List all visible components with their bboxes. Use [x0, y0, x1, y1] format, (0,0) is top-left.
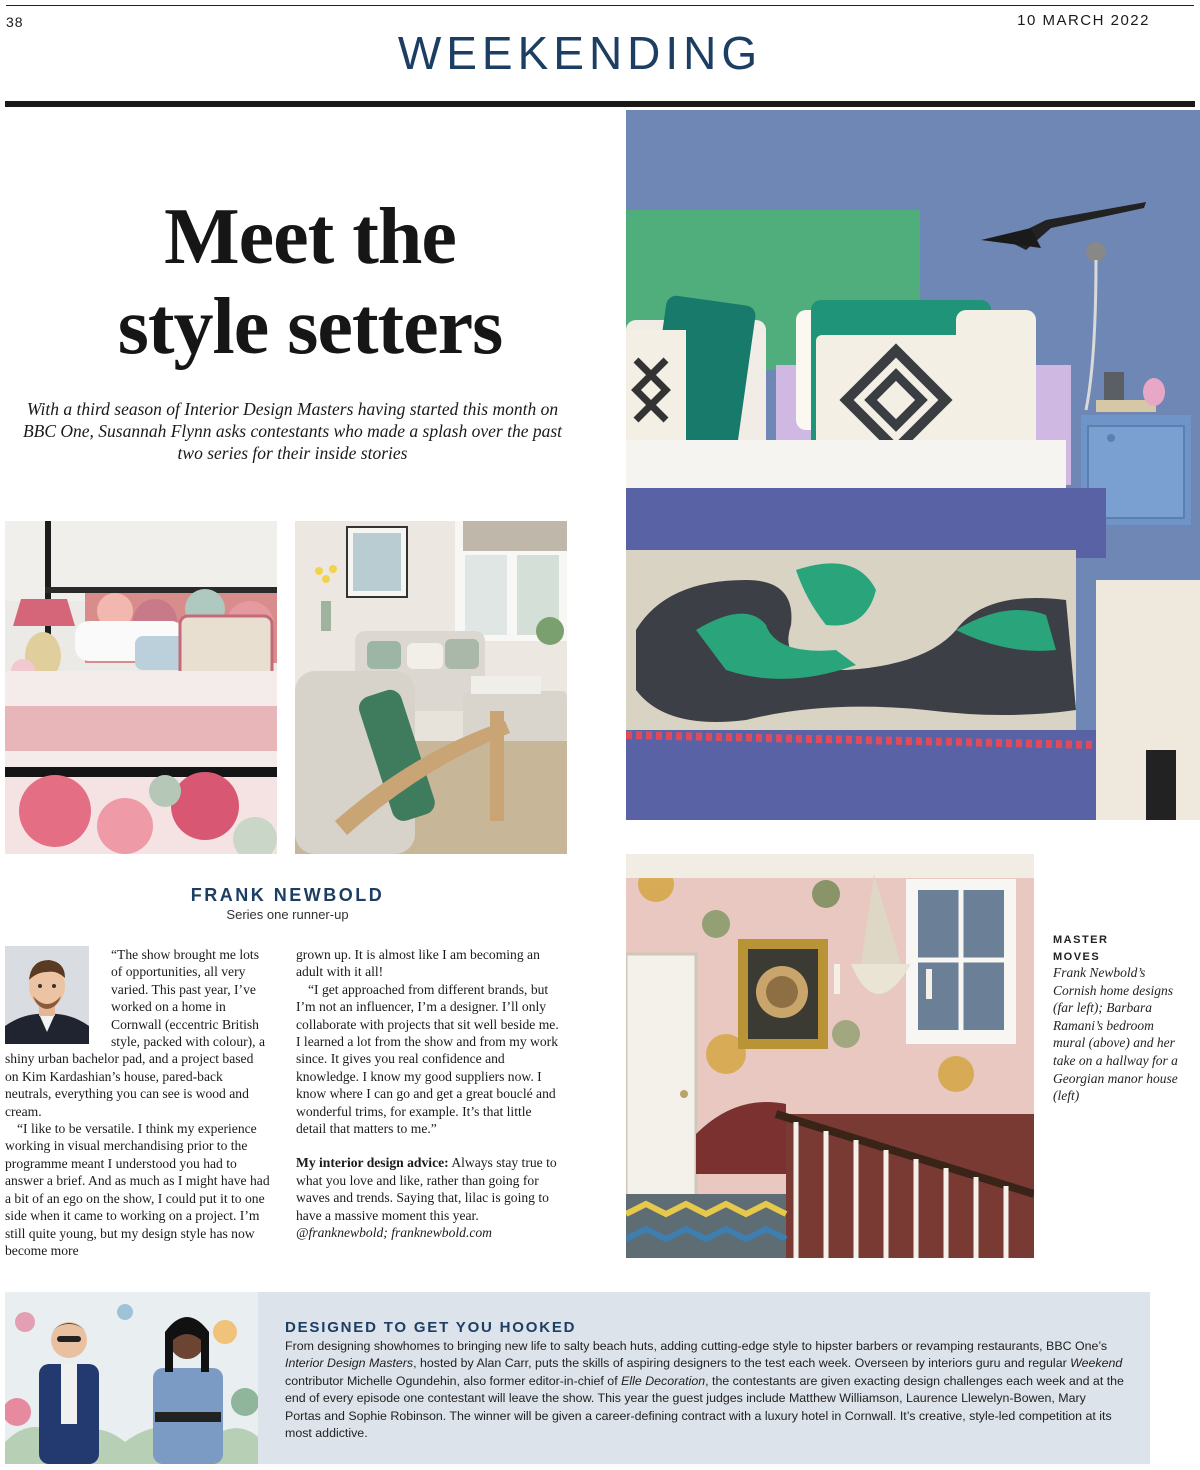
- sidebar-weekend: Weekend: [1070, 1356, 1123, 1371]
- col2-paragraph-2: “I get approached from different brands, but I’m not an influencer, I’m a designer. I’ll only collaborate with projects that sit well beside me. I learned a lot from the show and from my work since. It gives you real confidence and knowledge. I know my good suppliers now. I know where I can go and get a great bouclé and wonderful trims, for example. It’s that little detail that matters to me.”: [296, 981, 559, 1137]
- caption-text: Frank Newbold’s Cornish home designs (far left); Barbara Ramani’s bedroom mural (above) and her take on a hallway for a Georgian manor house (left): [1053, 965, 1178, 1104]
- col2-paragraph-1: grown up. It is almost like I am becoming an adult with it all!: [296, 947, 540, 980]
- hosts-photo: [5, 1292, 258, 1464]
- sidebar-text-3: contributor Michelle Ogundehin, also former editor-in-chief of: [285, 1373, 622, 1388]
- sidebar-text-4: , the contestants are given exacting design challenges each week and at the end of every episode one contestant will leave the show. This year the guest judges include Matthew Williamson, Laurence Llewelyn-Bowen, Mary Portas and Sophie Robinson. The winner will be given a career-defining contract with a luxury hotel in Cornwall. It’s creative, style-led competition at its most addictive.: [285, 1373, 1124, 1441]
- sidebar-elle: Elle Decoration: [621, 1373, 706, 1388]
- sidebar-show-name: Interior Design Masters: [285, 1356, 414, 1371]
- headline-line-1: Meet the: [164, 193, 456, 281]
- bedroom-photo: [5, 521, 277, 854]
- advice-text: Always stay true to what you love and like, rather than going for waves and trends. Saying that, lilac is going to have a massive moment this year.: [296, 1155, 557, 1223]
- hallway-photo: [626, 854, 1034, 1258]
- col1-paragraph-2: “I like to be versatile. I think my experience working in visual merchandising prior to the programme meant I understood you had to answer a brief. And as much as I might have had a bit of an ego on the show, I could put it to one side when it came to working on a project. I’m still quite young, but my design style has now become more: [5, 1121, 270, 1258]
- top-rule: [6, 5, 1194, 6]
- standfirst: With a third season of Interior Design Masters having started this month on BBC One, Susannah Flynn asks contestants who made a splash over the past two series for their inside stories: [22, 399, 563, 463]
- sidebar-body: [285, 1338, 1125, 1442]
- frank-newbold-headshot: [5, 946, 89, 1044]
- section-title: WEEKENDING: [397, 27, 763, 79]
- page-number: 38: [6, 14, 24, 30]
- headline-line-2: style setters: [117, 283, 503, 371]
- sidebar-title: DESIGNED TO GET YOU HOOKED: [285, 1319, 577, 1336]
- advice-label: My interior design advice:: [296, 1155, 449, 1171]
- body-column-1: [5, 946, 270, 1259]
- sidebar-text-1: From designing showhomes to bringing new life to salty beach huts, adding cutting-edge style to hipster barbers or revamping restaurants, BBC One’s: [285, 1339, 1108, 1353]
- body-column-2: [296, 946, 561, 1242]
- caption-label-line-2: MOVES: [1053, 951, 1101, 963]
- profile-name: FRANK NEWBOLD: [190, 885, 385, 905]
- col1-paragraph-1: “The show brought me lots of opportunities, all very varied. This past year, I’ve worked on a home in Cornwall (eccentric British style, packed with colour), a shiny urban bachelor pad, and a project based on Kim Kardashian’s house, pared-back neutrals, everything you can see is wood and cream.: [5, 947, 266, 1119]
- issue-date: 10 MARCH 2022: [1017, 12, 1150, 29]
- social-handles: @franknewbold; franknewbold.com: [296, 1225, 492, 1241]
- profile-role: Series one runner-up: [226, 907, 349, 922]
- sidebar-text-2: , hosted by Alan Carr, puts the skills of aspiring designers to the test each week. Overseen by interiors guru and regular: [413, 1356, 1071, 1371]
- living-room-photo: [295, 521, 567, 854]
- headline: [10, 192, 610, 372]
- caption-label-line-1: MASTER: [1053, 934, 1109, 946]
- advice-paragraph: [296, 1154, 561, 1224]
- mural-bedroom-photo: [626, 110, 1200, 820]
- caption-label: [1053, 932, 1163, 966]
- header-rule: [5, 101, 1195, 107]
